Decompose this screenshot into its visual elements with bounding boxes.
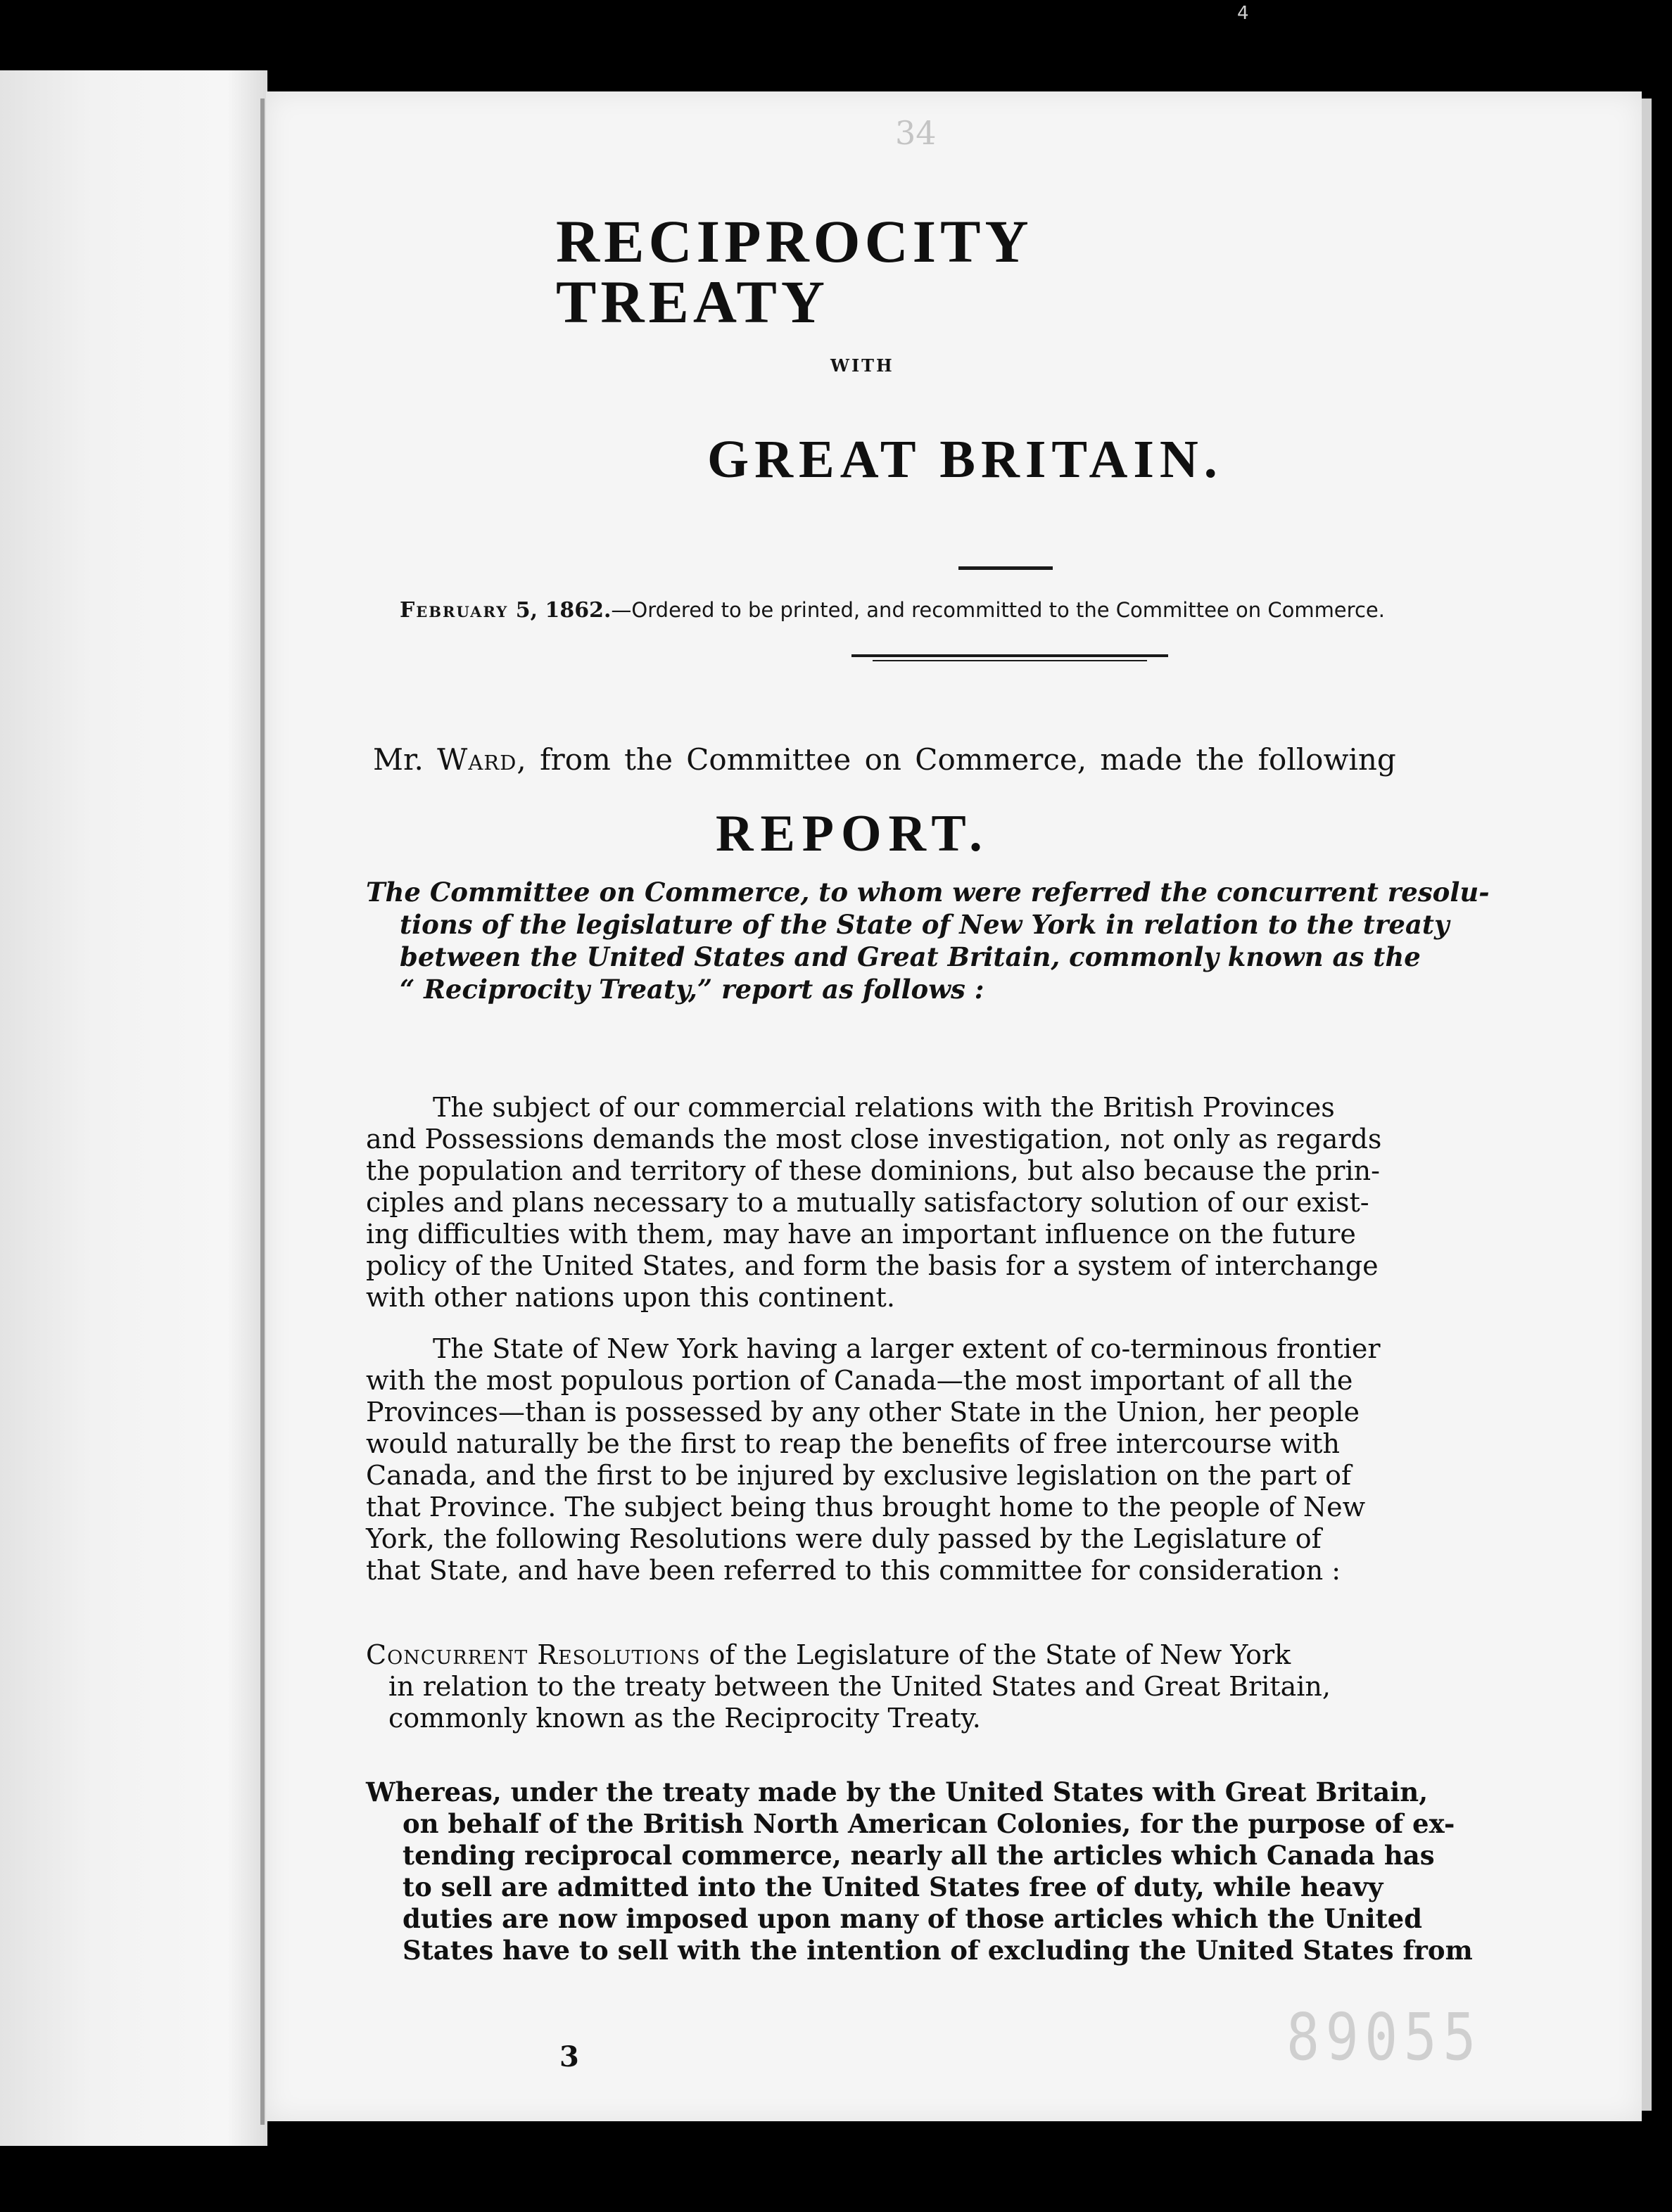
page-right-edge	[1642, 98, 1652, 2111]
corner-mark: 4	[1237, 3, 1249, 24]
text-line: ing difficulties with them, may have an important influence on the future	[366, 1219, 1356, 1250]
text-line: with other nations upon this continent.	[366, 1282, 895, 1313]
title-connector: WITH	[830, 355, 894, 376]
intro-pre: Mr.	[373, 742, 438, 777]
intro-name: Ward	[437, 742, 517, 777]
report-heading: REPORT.	[716, 805, 989, 863]
accession-stamp: 89055	[1286, 2000, 1482, 2075]
dateline-month: February	[400, 598, 509, 623]
paragraph-new-york	[366, 1333, 1481, 1587]
text-line: commonly known as the Reciprocity Treaty.	[388, 1703, 981, 1734]
text-line: would naturally be the first to reap the benefits of free intercourse with	[366, 1428, 1340, 1459]
divider-long	[851, 654, 1168, 657]
sheet-fold	[260, 98, 265, 2125]
text-line: ciples and plans necessary to a mutually satisfactory solution of our exist-	[366, 1187, 1369, 1218]
text-line: policy of the United States, and form the basis for a system of interchange	[366, 1250, 1379, 1281]
text-line: Canada, and the first to be injured by exclusive legislation on the part of	[366, 1460, 1352, 1491]
resolutions-lead: Concurrent Resolutions	[366, 1639, 701, 1670]
report-intro	[373, 742, 1478, 777]
paragraph-concurrent-resolutions	[366, 1639, 1481, 1734]
text-line: that State, and have been referred to this committee for consideration :	[366, 1555, 1341, 1586]
dateline	[400, 598, 1455, 623]
paragraph-commercial-relations	[366, 1092, 1481, 1314]
faded-page-number: 34	[895, 114, 937, 152]
dateline-date: 5, 1862.	[515, 598, 612, 623]
text-line	[366, 1639, 1481, 1671]
text-line: on behalf of the British North American Colonies, for the purpose of ex-	[403, 1808, 1455, 1839]
text-line: and Possessions demands the most close investigation, not only as regards	[366, 1124, 1382, 1155]
text-line: the population and territory of these dominions, but also because the prin-	[366, 1155, 1380, 1186]
document-subtitle: GREAT BRITAIN.	[707, 430, 1223, 489]
page-number: 3	[559, 2040, 579, 2073]
text-line: with the most populous portion of Canada—the most important of all the	[366, 1365, 1353, 1396]
intro-post: , from the Committee on Commerce, made the following	[517, 742, 1396, 777]
resolutions-line-1: of the Legislature of the State of New York	[700, 1639, 1291, 1670]
text-line: Whereas, under the treaty made by the United States with Great Britain,	[366, 1776, 1429, 1807]
dateline-text: —Ordered to be printed, and recommitted to the Committee on Commerce.	[611, 598, 1385, 622]
document-title: RECIPROCITY TREATY	[556, 208, 1031, 336]
text-line: in relation to the treaty between the United States and Great Britain,	[388, 1671, 1331, 1702]
summary-line: The Committee on Commerce, to whom were referred the concurrent resolu-	[366, 877, 1490, 908]
paragraph-whereas	[366, 1776, 1481, 1966]
text-line: York, the following Resolutions were duly passed by the Legislature of	[366, 1523, 1322, 1554]
left-sheet	[0, 70, 267, 2146]
summary-line: between the United States and Great Britain, commonly known as the	[400, 941, 1421, 972]
report-summary	[366, 876, 1490, 1005]
summary-line: tions of the legislature of the State of New York in relation to the treaty	[400, 909, 1450, 940]
text-line: The State of New York having a larger extent of co-terminous frontier	[433, 1333, 1381, 1364]
text-line: that Province. The subject being thus brought home to the people of New	[366, 1492, 1366, 1523]
text-line: tending reciprocal commerce, nearly all the articles which Canada has	[403, 1840, 1435, 1871]
divider-short	[958, 566, 1053, 570]
text-line: Provinces—than is possessed by any other State in the Union, her people	[366, 1397, 1360, 1428]
text-line: The subject of our commercial relations with the British Provinces	[433, 1092, 1335, 1123]
text-line: duties are now imposed upon many of those articles which the United	[403, 1903, 1422, 1934]
text-line: States have to sell with the intention of excluding the United States from	[403, 1935, 1473, 1966]
summary-line: “ Reciprocity Treaty,” report as follows :	[400, 974, 984, 1005]
text-line: to sell are admitted into the United States free of duty, while heavy	[403, 1871, 1383, 1902]
divider-long-inner	[873, 660, 1147, 661]
